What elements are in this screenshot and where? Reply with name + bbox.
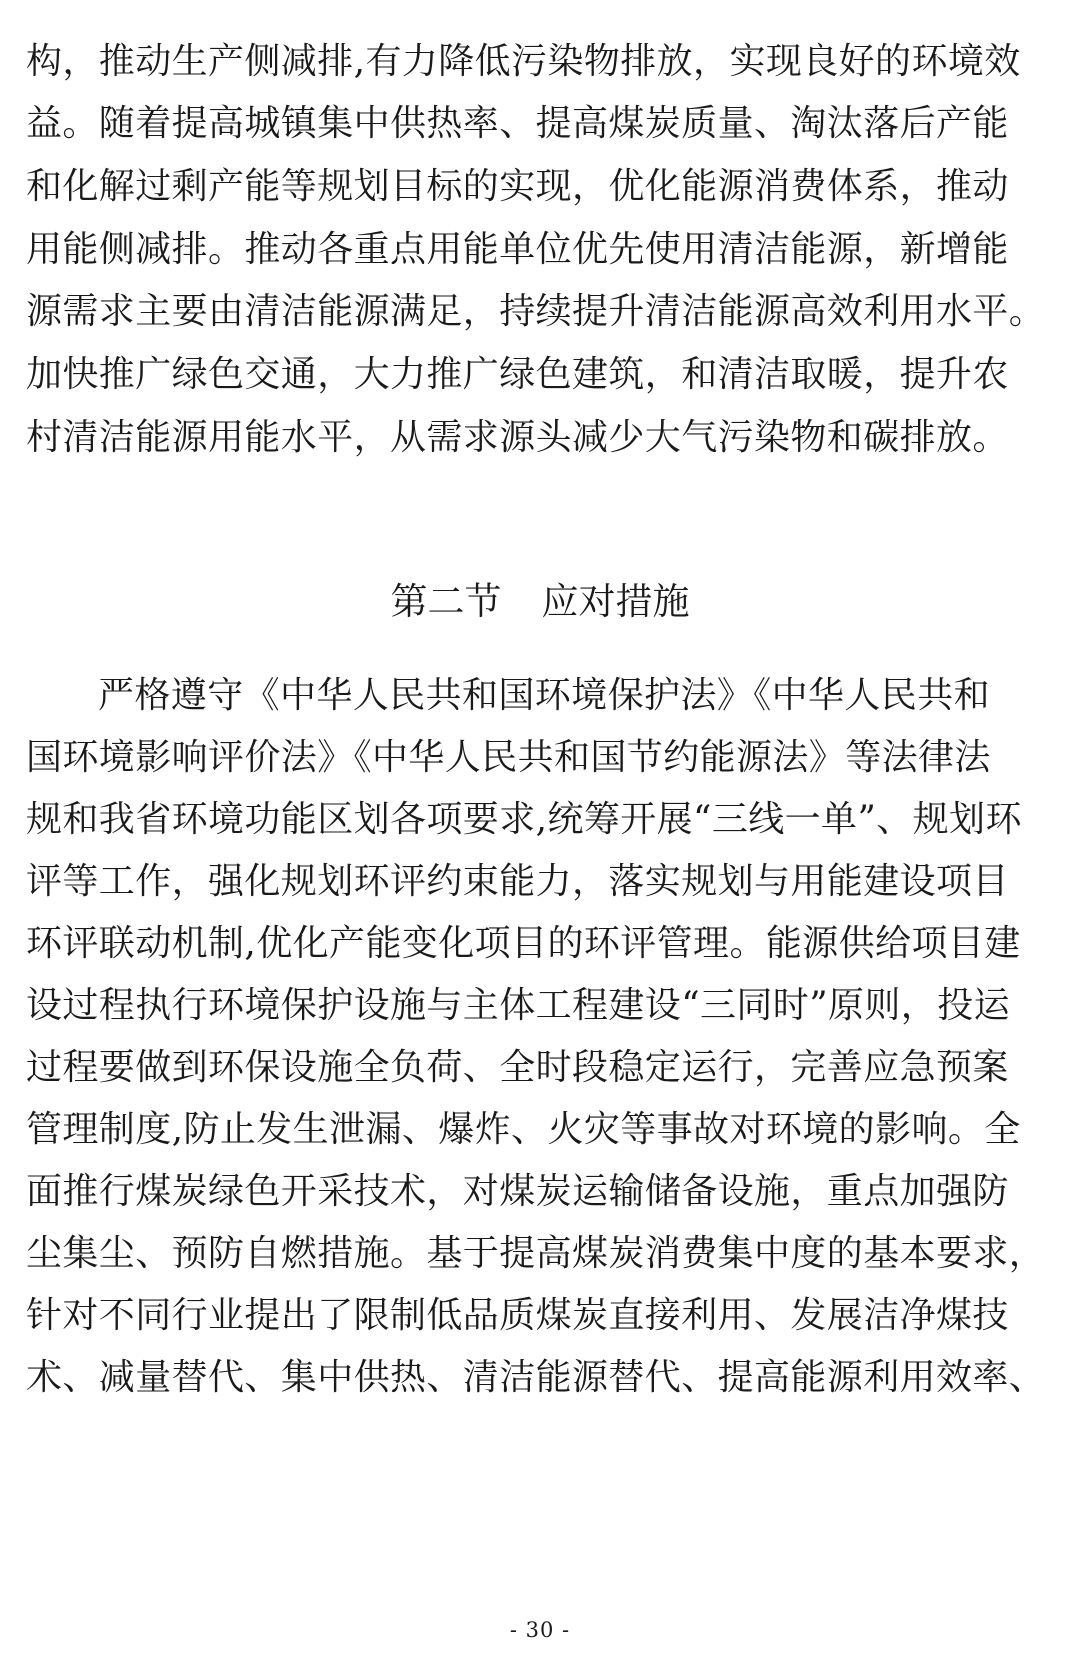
paragraph-line: 环评联动机制,优化产能变化项目的环评管理。能源供给项目建: [26, 923, 1021, 964]
paragraph-line: 针对不同行业提出了限制低品质煤炭直接利用、发展洁净煤技: [26, 1295, 1009, 1336]
section-title: 应对措施: [541, 580, 690, 623]
section-heading: [0, 580, 1080, 623]
paragraph-line: 术、减量替代、集中供热、清洁能源替代、提高能源利用效率、: [26, 1357, 1046, 1398]
paragraph-line: 村清洁能源用能水平，从需求源头减少大气污染物和碳排放。: [26, 417, 1009, 458]
paragraph-line: 益。随着提高城镇集中供热率、提高煤炭质量、淘汰落后产能: [26, 103, 1009, 144]
paragraph-line: 源需求主要由清洁能源满足，持续提升清洁能源高效利用水平。: [26, 291, 1046, 332]
page-number: - 30 -: [509, 1618, 571, 1642]
paragraph-line: 过程要做到环保设施全负荷、全时段稳定运行，完善应急预案: [26, 1047, 1009, 1088]
paragraph-line: 管理制度,防止发生泄漏、爆炸、火灾等事故对环境的影响。全: [26, 1109, 1021, 1150]
paragraph-line: 设过程执行环境保护设施与主体工程建设“三同时”原则，投运: [26, 985, 1011, 1026]
paragraph-line: 加快推广绿色交通，大力推广绿色建筑，和清洁取暖，提升农: [26, 354, 1009, 395]
paragraph-line: 评等工作，强化规划环评约束能力，落实规划与用能建设项目: [26, 861, 1009, 902]
paragraph-line: 和化解过剩产能等规划目标的实现，优化能源消费体系，推动: [26, 166, 1009, 207]
paragraph-line: 用能侧减排。推动各重点用能单位优先使用清洁能源，新增能: [26, 229, 1009, 270]
paragraph-line: 规和我省环境功能区划各项要求,统筹开展“三线一单”、规划环: [26, 799, 1022, 840]
paragraph-line: 国环境影响评价法》《中华人民共和国节约能源法》等法律法: [26, 737, 991, 778]
paragraph-line: 面推行煤炭绿色开采技术，对煤炭运输储备设施，重点加强防: [26, 1171, 1009, 1212]
section-number: 第二节: [390, 580, 502, 623]
paragraph-line: 构，推动生产侧减排,有力降低污染物排放，实现良好的环境效: [26, 41, 1021, 82]
paragraph-line: 尘集尘、预防自燃措施。基于提高煤炭消费集中度的基本要求，: [26, 1233, 1046, 1274]
paragraph-line: 严格遵守《中华人民共和国环境保护法》《中华人民共和: [98, 675, 991, 716]
